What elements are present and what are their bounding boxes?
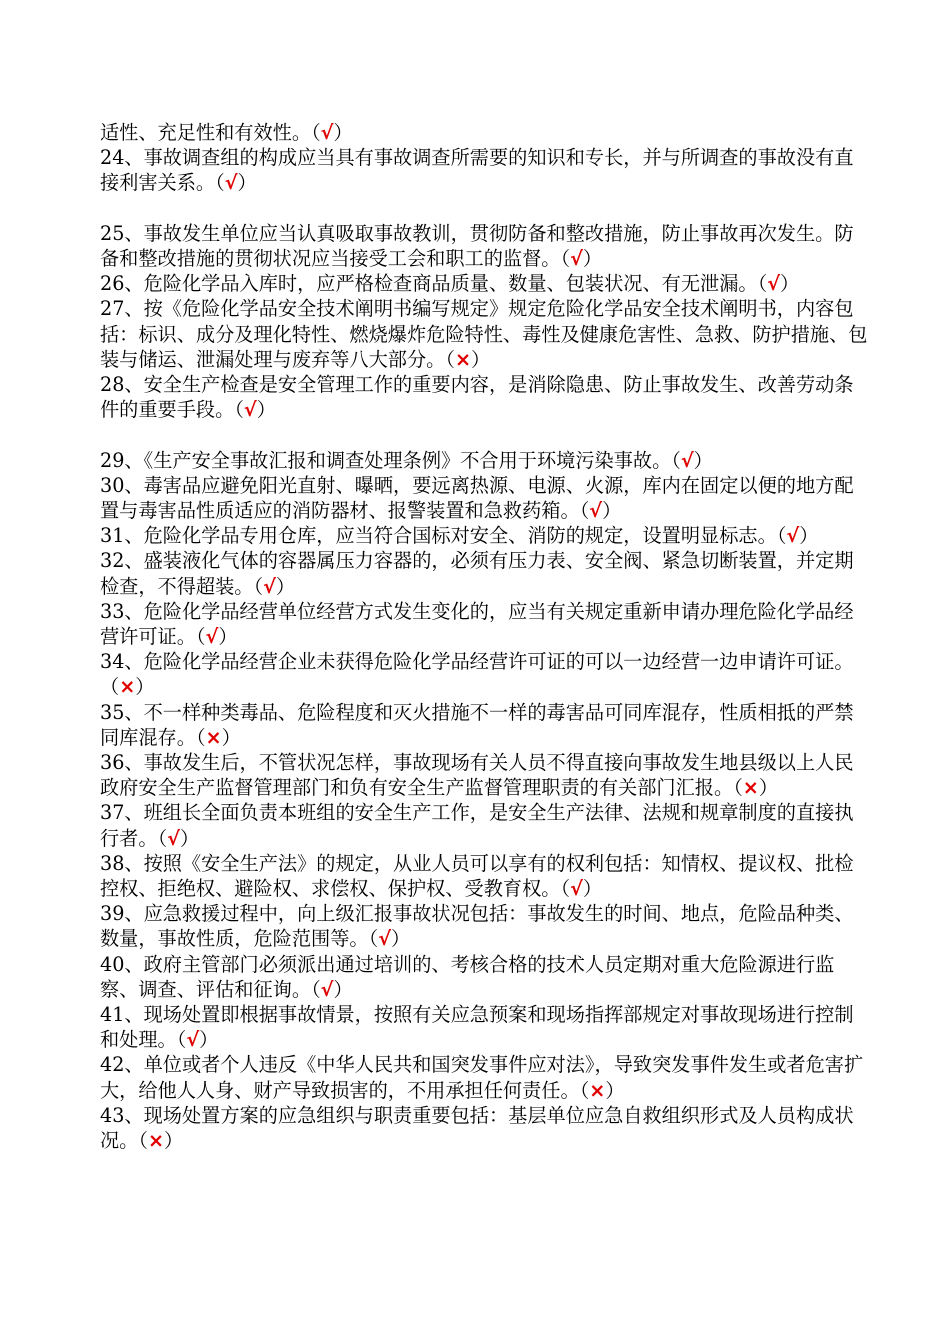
cross-mark-icon: × [205, 725, 222, 749]
question-text: 25、事故发生单位应当认真吸取事故教训，贯彻防备和整改措施，防止事故再次发生。防备和整改措施的贯彻状况应当接受工会和职工的监督。（ [100, 221, 854, 270]
closing-paren: ） [799, 524, 819, 548]
question-item [100, 599, 870, 649]
closing-paren: ） [471, 347, 491, 371]
closing-paren: ） [602, 499, 622, 523]
cross-mark-icon: × [742, 776, 759, 800]
closing-paren: ） [256, 398, 276, 422]
question-item [100, 851, 870, 901]
question-item [100, 548, 870, 598]
question-text: 39、应急救援过程中，向上级汇报事故状况包括：事故发生的时间、地点，危险品种类、数量，事故性质，危险范围等。（ [100, 902, 854, 951]
closing-paren: ） [391, 927, 411, 951]
question-item [100, 952, 870, 1002]
closing-paren: ） [237, 171, 257, 195]
question-item [100, 448, 870, 473]
question-text: 29、《生产安全事故汇报和调查处理条例》不合用于环境污染事故。（ [100, 448, 681, 472]
question-item [100, 296, 870, 372]
question-item [100, 271, 870, 296]
closing-paren: ） [199, 1028, 219, 1052]
question-text: 34、危险化学品经营企业未获得危险化学品经营许可证的可以一边经营一边申请许可证。（ [100, 650, 854, 699]
question-text: 适性、充足性和有效性。（ [100, 121, 321, 144]
question-text: 37、班组长全面负责本班组的安全生产工作，是安全生产法律、法规和规章制度的直接执行者。（ [100, 801, 854, 850]
closing-paren: ） [218, 625, 238, 649]
closing-paren: ） [780, 272, 800, 296]
question-text: 38、按照《安全生产法》的规定，从业人员可以享有的权利包括：知情权、提议权、批检控权、拒绝权、避险权、求偿权、保护权、受教育权。（ [100, 851, 854, 901]
closing-paren: ） [582, 247, 603, 270]
check-mark-icon: √ [786, 524, 800, 548]
check-mark-icon: √ [320, 977, 334, 1001]
closing-paren: ） [693, 448, 713, 472]
question-text: 30、毒害品应避免阳光直射、曝晒，要远离热源、电源、火源，库内在固定以便的地方配置与毒害品性质适应的消防器材、报警装置和急救药箱。（ [100, 473, 854, 523]
question-item [100, 120, 870, 145]
check-mark-icon: √ [224, 171, 238, 195]
question-item [100, 901, 870, 951]
question-item [100, 649, 870, 699]
question-item [100, 1052, 870, 1102]
closing-paren: ） [582, 877, 603, 901]
check-mark-icon: √ [378, 927, 392, 951]
cross-mark-icon: × [454, 347, 472, 371]
closing-paren: ） [605, 1078, 625, 1102]
question-item [100, 523, 870, 548]
check-mark-icon: √ [570, 247, 583, 270]
paragraph-gap [100, 196, 870, 221]
question-text: 43、现场处置方案的应急组织与职责重要包括：基层单位应急自救组织形式及人员构成状况。（ [100, 1103, 854, 1153]
cross-mark-icon: × [147, 1129, 165, 1153]
paragraph-gap [100, 422, 870, 447]
question-text: 36、事故发生后，不管状况怎样，事故现场有关人员不得直接向事故发生地县级以上人民政府安全生产监督管理部门和负有安全生产监督管理职责的有关部门汇报。（ [100, 751, 854, 800]
closing-paren: ） [333, 977, 353, 1001]
question-text: 42、单位或者个人违反《中华人民共和国突发事件应对法》，导致突发事件发生或者危害扩大，给他人人身、财产导致损害的，不用承担任何责任。（ [100, 1053, 864, 1102]
cross-mark-icon: × [119, 675, 136, 699]
question-item [100, 700, 870, 750]
closing-paren: ） [333, 121, 353, 144]
question-text: 40、政府主管部门必须派出通过培训的、考核合格的技术人员定期对重大危险源进行监察、调查、评估和征询。（ [100, 952, 835, 1001]
question-item [100, 1103, 870, 1153]
question-text: 41、现场处置即根据事故情景，按照有关应急预案和现场指挥部规定对事故现场进行控制和处理。（ [100, 1003, 854, 1052]
question-item [100, 750, 870, 800]
question-item [100, 221, 870, 271]
question-text: 33、危险化学品经营单位经营方式发生变化的，应当有关规定重新申请办理危险化学品经营许可证。（ [100, 599, 854, 649]
check-mark-icon: √ [167, 826, 180, 850]
closing-paren: ） [135, 675, 155, 699]
document-page [100, 120, 870, 1153]
cross-mark-icon: × [589, 1078, 606, 1102]
question-item [100, 145, 870, 195]
question-item [100, 473, 870, 523]
check-mark-icon: √ [680, 448, 694, 472]
closing-paren: ） [275, 574, 296, 598]
question-text: 28、安全生产检查是安全管理工作的重要内容，是消除隐患、防止事故发生、改善劳动条件的重要手段。（ [100, 373, 854, 422]
question-text: 32、盛装液化气体的容器属压力容器的，必须有压力表、安全阀、紧急切断装置，并定期检查，不得超装。（ [100, 549, 854, 598]
question-item [100, 372, 870, 422]
check-mark-icon: √ [589, 499, 603, 523]
check-mark-icon: √ [263, 574, 276, 598]
check-mark-icon: √ [320, 121, 334, 144]
closing-paren: ） [179, 826, 200, 850]
question-text: 24、事故调查组的构成应当具有事故调查所需要的知识和专长，并与所调查的事故没有直接利害关系。（ [100, 146, 854, 195]
question-text: 27、按《危险化学品安全技术阐明书编写规定》规定危险化学品安全技术阐明书，内容包括：标识、成分及理化特性、燃烧爆炸危险特性、毒性及健康危害性、急救、防护措施、包装与储运、泄漏处理与废弃等八大部分。（ [100, 297, 868, 371]
question-text: 31、危险化学品专用仓库，应当符合国标对安全、消防的规定，设置明显标志。（ [100, 524, 787, 548]
question-text: 26、危险化学品入库时，应严格检查商品质量、数量、包装状况、有无泄漏。（ [100, 272, 768, 296]
check-mark-icon: √ [570, 877, 583, 901]
closing-paren: ） [758, 776, 779, 800]
check-mark-icon: √ [205, 625, 219, 649]
question-text: 35、不一样种类毒品、危险程度和灭火措施不一样的毒害品可同库混存，性质相抵的严禁同库混存。（ [100, 700, 854, 749]
check-mark-icon: √ [186, 1028, 200, 1052]
check-mark-icon: √ [767, 272, 781, 296]
question-item [100, 1002, 870, 1052]
closing-paren: ） [164, 1129, 184, 1153]
check-mark-icon: √ [243, 398, 257, 422]
question-item [100, 800, 870, 850]
closing-paren: ） [221, 725, 241, 749]
